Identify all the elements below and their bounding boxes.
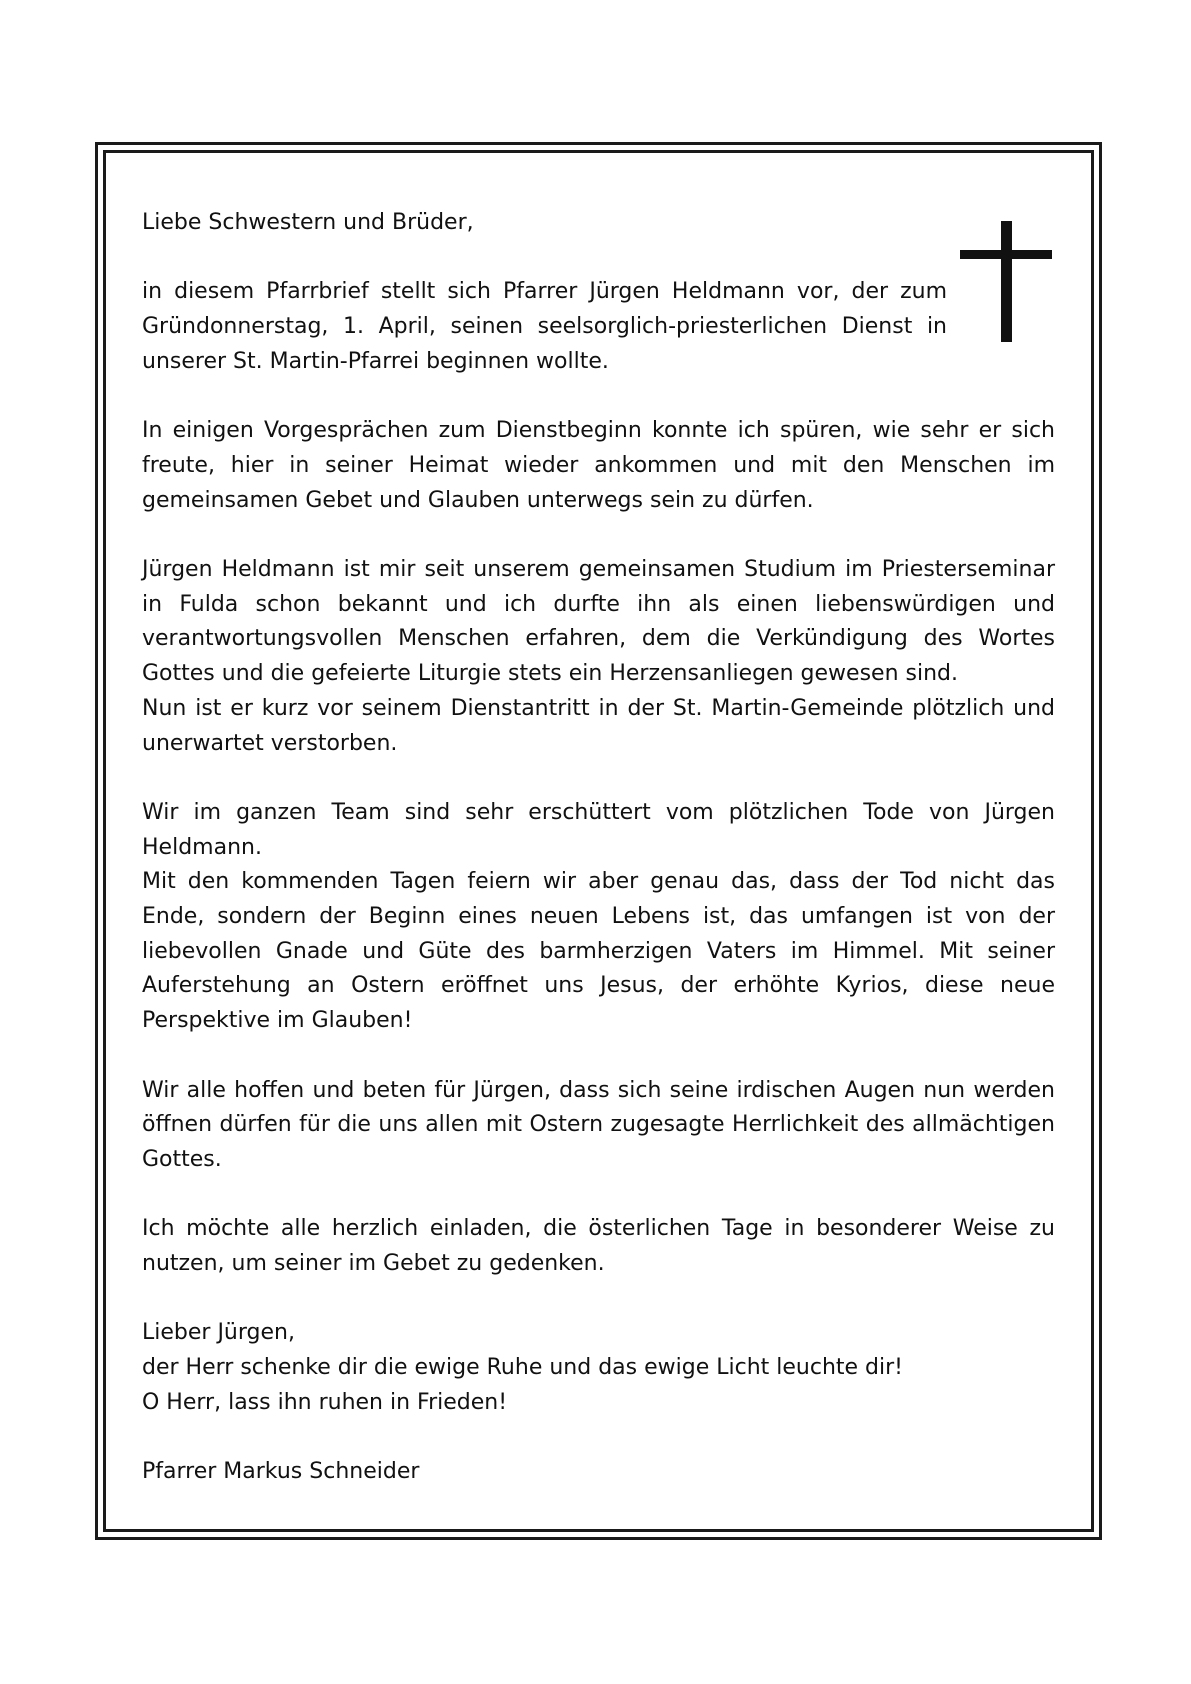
paragraph-preliminary-talks: In einigen Vorgesprächen zum Dienstbeginn konnte ich spüren, wie sehr er sich freute, hier in seiner Heimat wieder ankommen und mit den Menschen im gemeinsamen Gebet und Glauben unterwegs sein zu dürfen. xyxy=(142,418,1055,513)
salutation: Liebe Schwestern und Brüder, xyxy=(142,210,474,235)
paragraph-easter-hope: Mit den kommenden Tagen feiern wir aber genau das, dass der Tod nicht das Ende, sondern der Beginn eines neuen Lebens ist, das umfangen ist von der liebevollen Gnade und Güte des barmherzigen Vaters im Himmel. Mit seiner Auferstehung an Ostern eröffnet uns Jesus, der erhöhte Kyrios, diese neue Perspektive im Glauben! xyxy=(142,869,1055,1034)
closing-line-3: O Herr, lass ihn ruhen in Frieden! xyxy=(142,1389,508,1415)
paragraph-acquaintance: Jürgen Heldmann ist mir seit unserem gemeinsamen Studium im Priesterseminar in Fulda schon bekannt und ich durfte ihn als einen liebenswürdigen und verantwortungsvollen Menschen erfahren, dem die Verkündigung des Wortes Gottes und die gefeierte Liturgie stets ein Herzensanliegen gewesen sind. xyxy=(142,556,1055,687)
paragraph-introduction: in diesem Pfarrbrief stellt sich Pfarrer Jürgen Heldmann vor, der zum Gründonnerstag, 1. April, seinen seelsorglich-priesterlichen Dienst in unserer St. Martin-Pfarrei beginnen wollte. xyxy=(142,279,947,374)
closing-line-2: der Herr schenke dir die ewige Ruhe und das ewige Licht leuchte dir! xyxy=(142,1355,903,1381)
paragraph-prayer: Wir alle hoffen und beten für Jürgen, dass sich seine irdischen Augen nun werden öffnen dürfen für die uns allen mit Ostern zugesagte Herrlichkeit des allmächtigen Gottes. xyxy=(142,1077,1055,1172)
signature: Pfarrer Markus Schneider xyxy=(142,1459,420,1485)
paragraph-team-shock: Wir im ganzen Team sind sehr erschüttert vom plötzlichen Tode von Jürgen Heldmann. xyxy=(142,799,1055,860)
paragraph-passing: Nun ist er kurz vor seinem Dienstantritt in der St. Martin-Gemeinde plötzlich und unerwartet verstorben. xyxy=(142,695,1055,756)
closing-line-1: Lieber Jürgen, xyxy=(142,1320,295,1346)
letter-body xyxy=(142,206,1055,1525)
paragraph-invitation: Ich möchte alle herzlich einladen, die österlichen Tage in besonderer Weise zu nutzen, um seiner im Gebet zu gedenken. xyxy=(142,1216,1055,1276)
closing-prayer xyxy=(142,1316,1055,1420)
